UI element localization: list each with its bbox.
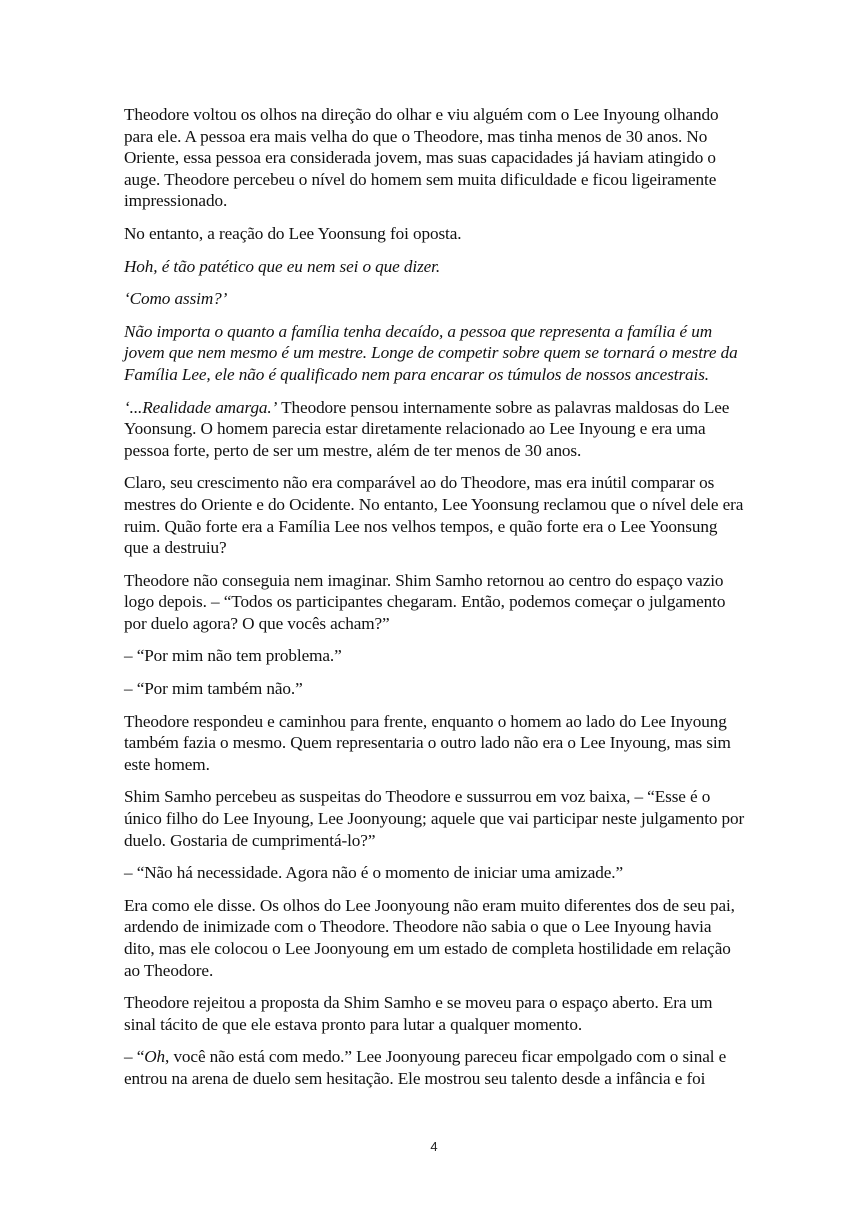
paragraph [124,256,746,278]
italic-text: Não importa o quanto a família tenha decaído, a pessoa que representa a família é um jovem que nem mesmo é um mestre. Longe de competir sobre quem se tornará o mestre da Família Lee, ele não é qualificado nem para encarar os túmulos de nossos ancestrais. [124,321,738,384]
text-run: Theodore voltou os olhos na direção do olhar e viu alguém com o Lee Inyoung olhando para ele. A pessoa era mais velha do que o Theodore, mas tinha menos de 30 anos. No Oriente, essa pessoa era considerada jovem, mas suas capacidades já haviam atingido o auge. Theodore percebeu o nível do homem sem muita dificuldade e ficou ligeiramente impressionado. [124,105,719,211]
paragraph [124,645,746,667]
paragraph [124,472,746,558]
page-number: 4 [430,1139,438,1154]
text-run: Shim Samho percebeu as suspeitas do Theodore e sussurrou em voz baixa, – “Esse é o único filho do Lee Inyoung, Lee Joonyoung; aquele que vai participar neste julgamento por duelo. Gostaria de cumprimentá-lo?” [124,787,745,850]
text-run: Theodore pensou internamente sobre as palavras maldosas do Lee Yoonsung. O homem parecia estar diretamente relacionado ao Lee Inyoung e era uma pessoa forte, perto de ser um mestre, além de ter menos de 30 anos. [124,397,730,460]
document-body [124,104,746,1101]
paragraph [124,1046,746,1089]
text-run: Theodore rejeitou a proposta da Shim Samho e se moveu para o espaço aberto. Era um sinal tácito de que ele estava pronto para lutar a qualquer momento. [124,993,713,1034]
paragraph [124,223,746,245]
paragraph [124,895,746,981]
paragraph [124,321,746,386]
paragraph [124,862,746,884]
paragraph [124,570,746,635]
text-run: – “ [124,1047,145,1067]
text-run: No entanto, a reação do Lee Yoonsung foi oposta. [124,223,462,243]
paragraph [124,678,746,700]
italic-text: Oh [144,1047,166,1067]
paragraph [124,992,746,1035]
text-run: – “Não há necessidade. Agora não é o momento de iniciar uma amizade.” [124,863,623,883]
italic-text: ‘Como assim?’ [124,289,228,309]
paragraph [124,786,746,851]
paragraph [124,711,746,776]
paragraph [124,104,746,212]
text-run: Claro, seu crescimento não era comparável ao do Theodore, mas era inútil comparar os mestres do Oriente e do Ocidente. No entanto, Lee Yoonsung reclamou que o nível dele era ruim. Quão forte era a Família Lee nos velhos tempos, e quão forte era o Lee Yoonsung que a destruiu? [124,473,744,558]
text-run: Theodore respondeu e caminhou para frente, enquanto o homem ao lado do Lee Inyoung também fazia o mesmo. Quem representaria o outro lado não era o Lee Inyoung, mas sim este homem. [124,711,731,774]
paragraph [124,397,746,462]
text-run: – “Por mim não tem problema.” [124,646,342,666]
italic-text: ‘...Realidade amarga.’ [124,397,278,417]
text-run: , você não está com medo.” Lee Joonyoung pareceu ficar empolgado com o sinal e entrou na arena de duelo sem hesitação. Ele mostrou seu talento desde a infância e foi [124,1047,727,1088]
text-run: Theodore não conseguia nem imaginar. Shim Samho retornou ao centro do espaço vazio logo depois. – “Todos os participantes chegaram. Então, podemos começar o julgamento por duelo agora? O que vocês acham?” [124,570,726,633]
text-run: – “Por mim também não.” [124,679,303,699]
italic-text: Hoh, é tão patético que eu nem sei o que dizer. [124,256,441,276]
text-run: Era como ele disse. Os olhos do Lee Joonyoung não eram muito diferentes dos de seu pai, ardendo de inimizade com o Theodore. Theodore não sabia o que o Lee Inyoung havia dito, mas ele colocou o Lee Joonyoung em um estado de completa hostilidade em relação ao Theodore. [124,895,735,980]
paragraph [124,288,746,310]
